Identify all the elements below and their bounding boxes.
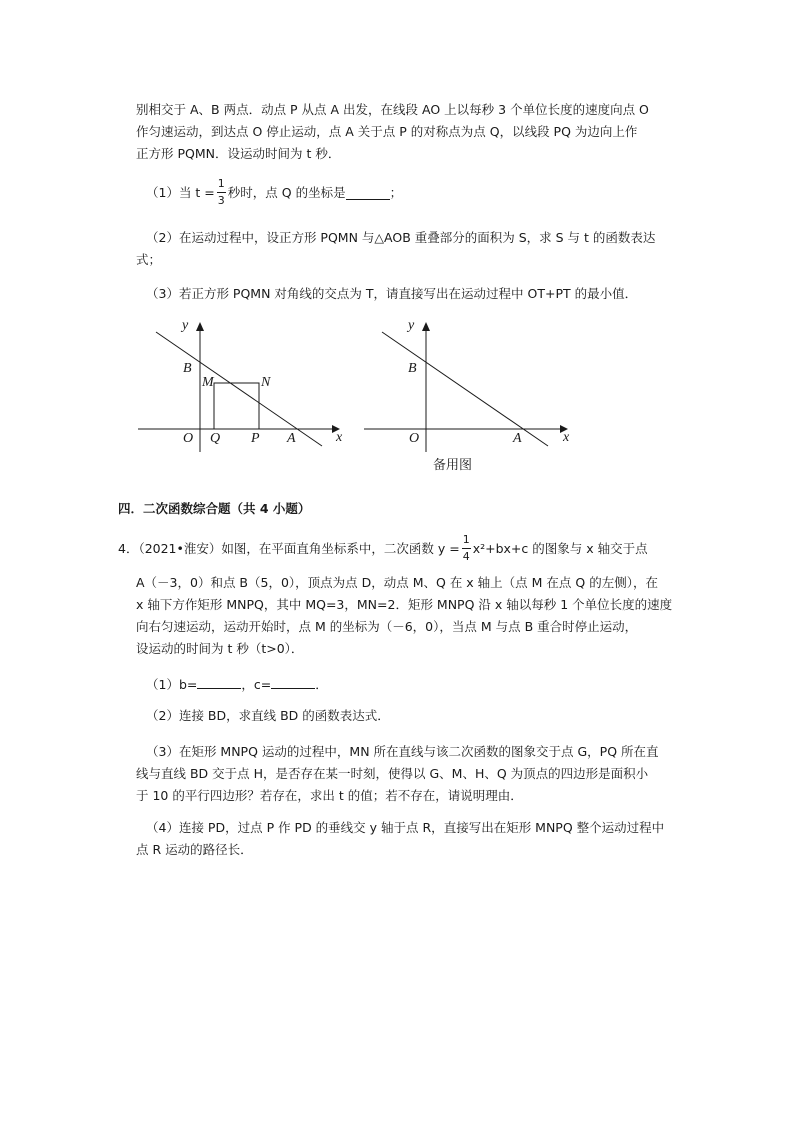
p3-q1-end: ； — [389, 184, 403, 200]
p4-question-4-line-1: （4）连接 PD，过点 P 作 PD 的垂线交 y 轴于点 R，直接写出在矩形 MNPQ 整个运动过程中 — [146, 820, 665, 835]
p4-line-5: 设运动的时间为 t 秒（t>0）． — [136, 641, 304, 656]
fig1-label-o: O — [183, 431, 194, 446]
fraction-numerator: 1 — [217, 177, 225, 190]
p3-intro-line-3: 正方形 PQMN．设运动时间为 t 秒． — [136, 146, 341, 161]
p4-q1-end: ． — [315, 677, 328, 692]
fig2-label-y: y — [408, 318, 415, 333]
p3-intro-line-1: 别相交于 A、B 两点．动点 P 从点 A 出发，在线段 AO 上以每秒 3 个单位长度的速度向点 O — [136, 102, 649, 117]
fig1-label-q: Q — [210, 431, 221, 446]
fig1-square-pqmn — [214, 383, 259, 429]
fig2-y-arrow-icon — [422, 322, 430, 331]
p4-question-1 — [146, 675, 328, 692]
p4-l1-suffix: x²+bx+c 的图象与 x 轴交于点 — [472, 540, 648, 556]
fig2-label-o: O — [409, 431, 420, 446]
answer-blank-c[interactable] — [271, 675, 315, 689]
p3-question-2-line-1: （2）在运动过程中，设正方形 PQMN 与△AOB 重叠部分的面积为 S，求 S 与 t 的函数表达 — [146, 230, 656, 245]
fig1-label-a: A — [287, 431, 296, 446]
fig1-label-m: M — [202, 375, 214, 390]
p4-line-4: 向右匀速运动，运动开始时，点 M 的坐标为（－6，0），当点 M 与点 B 重合时停止运动， — [136, 619, 638, 634]
p3-question-2-line-2: 式； — [136, 252, 162, 267]
p3-q1-suffix: 秒时，点 Q 的坐标是 — [227, 184, 346, 200]
p4-line-2: A（－3，0）和点 B（5，0），顶点为点 D，动点 M、Q 在 x 轴上（点 M 在点 Q 的左侧），在 — [136, 575, 658, 590]
p4-q1-c-label: ，c= — [241, 677, 272, 692]
p4-question-3-line-1: （3）在矩形 MNPQ 运动的过程中，MN 所在直线与该二次函数的图象交于点 G，PQ 所在直 — [146, 744, 659, 759]
fig2-label-a: A — [513, 431, 522, 446]
fig2-label-b: B — [408, 361, 417, 376]
fraction-numerator: 1 — [462, 533, 470, 546]
fig2-label-x: x — [563, 430, 570, 445]
p4-q1-b-label: （1）b= — [146, 677, 198, 692]
p4-l1-prefix: 4．（2021•淮安）如图，在平面直角坐标系中，二次函数 y = — [118, 540, 460, 556]
fraction-one-quarter — [462, 534, 471, 564]
section-4-title: 四．二次函数综合题（共 4 小题） — [118, 501, 311, 516]
fraction-bar — [462, 548, 471, 549]
fig2-caption: 备用图 — [433, 458, 473, 473]
p4-line-3: x 轴下方作矩形 MNPQ，其中 MQ=3，MN=2．矩形 MNPQ 沿 x 轴以每秒 1 个单位长度的速度 — [136, 597, 673, 612]
p3-intro-line-2: 作匀速运动，到达点 O 停止运动，点 A 关于点 P 的对称点为点 Q，以线段 PQ 为边向上作 — [136, 124, 638, 139]
fig1-label-b: B — [183, 361, 192, 376]
figure-1 — [138, 318, 343, 452]
p4-question-4-line-2: 点 R 运动的路径长． — [136, 842, 253, 857]
fig1-label-y: y — [182, 318, 189, 333]
p4-line-1 — [118, 534, 648, 564]
fig1-label-x: x — [336, 430, 343, 445]
fraction-denominator: 4 — [462, 550, 470, 563]
p4-question-2: （2）连接 BD，求直线 BD 的函数表达式． — [146, 708, 390, 723]
p3-question-3: （3）若正方形 PQMN 对角线的交点为 T，请直接写出在运动过程中 OT+PT 的最小值． — [146, 286, 638, 301]
p3-q1-prefix: （1）当 t = — [146, 184, 215, 200]
p4-question-3-line-3: 于 10 的平行四边形？若存在，求出 t 的值；若不存在，请说明理由． — [136, 788, 523, 803]
fig1-label-n: N — [261, 375, 271, 390]
fig1-label-p: P — [251, 431, 260, 446]
p4-question-3-line-2: 线与直线 BD 交于点 H，是否存在某一时刻，使得以 G、M、H、Q 为顶点的四边形是面积小 — [136, 766, 649, 781]
answer-blank-b[interactable] — [197, 675, 241, 689]
fraction-denominator: 3 — [217, 194, 225, 207]
fig1-y-arrow-icon — [196, 322, 204, 331]
figure-2 — [364, 318, 570, 473]
